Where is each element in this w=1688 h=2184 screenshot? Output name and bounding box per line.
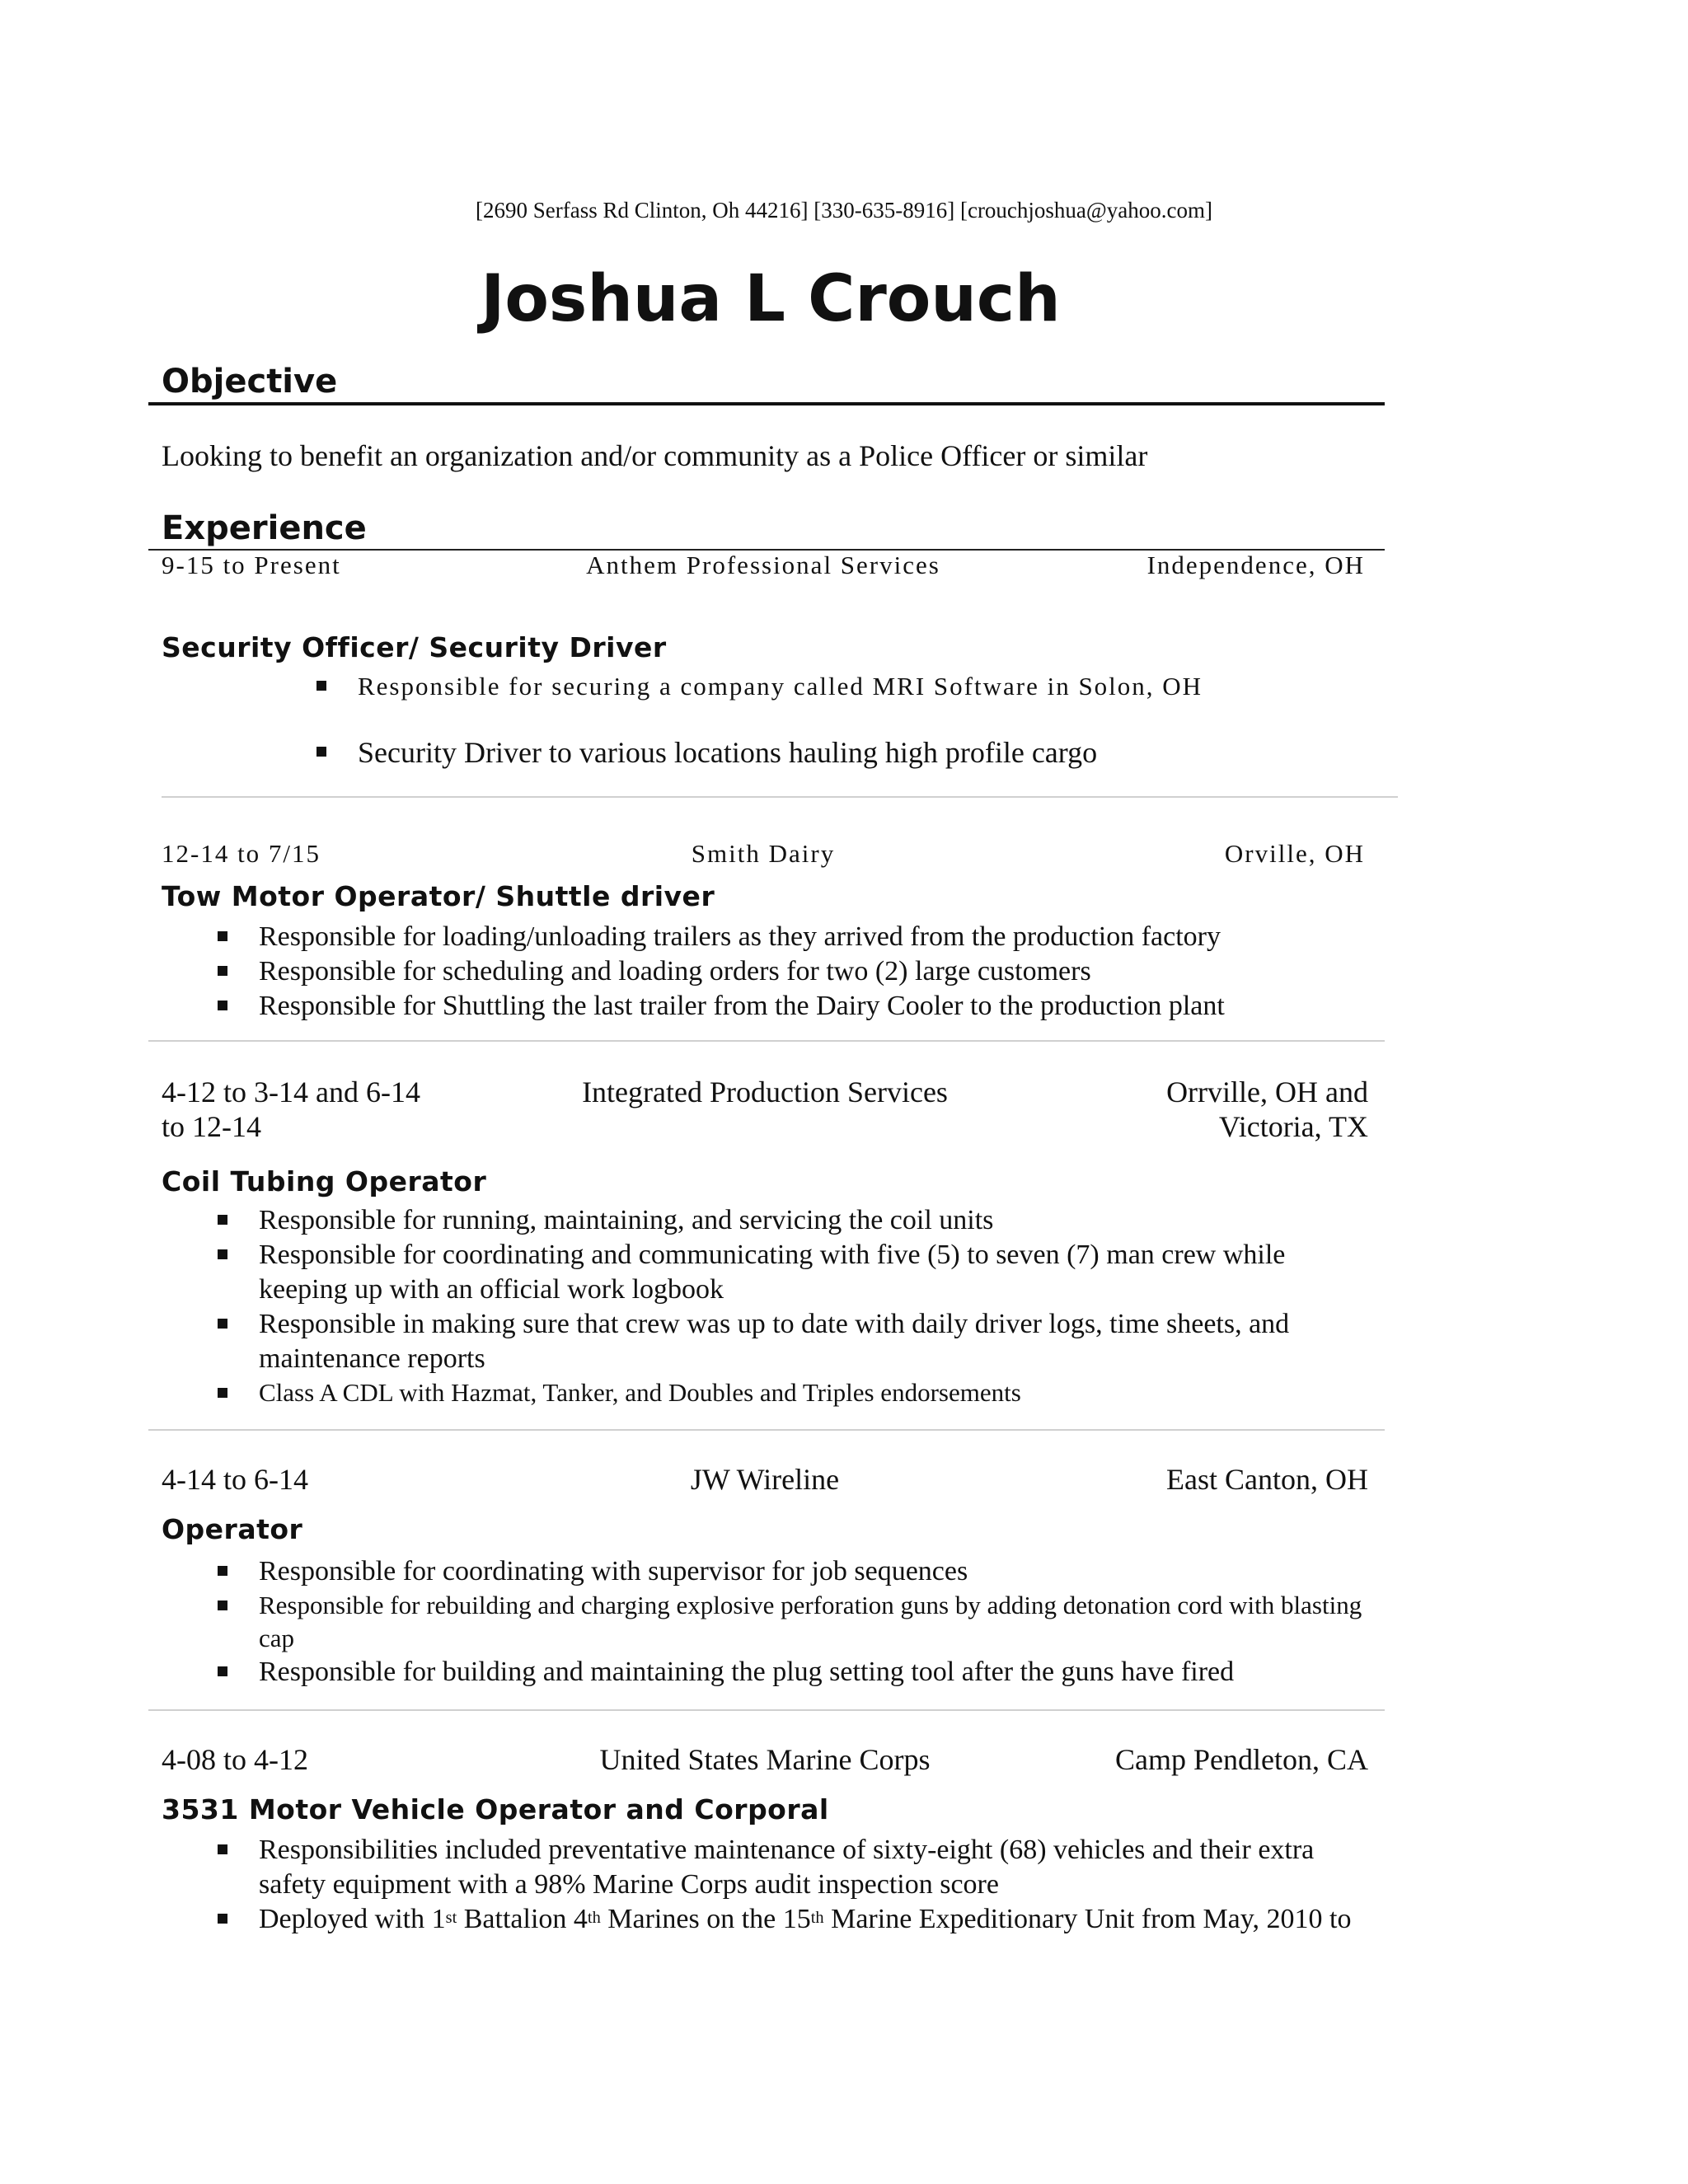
list-item: Responsible for building and maintaining the plug setting tool after the guns have fired xyxy=(213,1655,1383,1690)
job-header-integrated xyxy=(162,1075,1368,1144)
job-header-smith-dairy xyxy=(162,839,1368,869)
job-company: United States Marine Corps xyxy=(599,1743,931,1776)
list-item: Responsible for rebuilding and charging explosive perforation guns by adding detonation cord with blasting cap xyxy=(213,1589,1383,1655)
list-item: Responsible for Shuttling the last trailer from the Dairy Cooler to the production plant xyxy=(213,989,1400,1024)
job-bullets xyxy=(312,735,1383,770)
job-location: Independence, OH xyxy=(1146,551,1365,579)
experience-heading: Experience xyxy=(162,509,367,547)
job-bullets xyxy=(312,669,1383,704)
list-item: Class A CDL with Hazmat, Tanker, and Doubles and Triples endorsements xyxy=(213,1376,1367,1409)
job-dates: 4-14 to 6-14 xyxy=(162,1463,308,1496)
job-dates: 12-14 to 7/15 xyxy=(162,839,321,868)
job-title: Operator xyxy=(162,1513,303,1545)
job-company: Integrated Production Services xyxy=(582,1076,948,1108)
job-divider xyxy=(162,796,1398,798)
applicant-name: Joshua L Crouch xyxy=(481,262,1061,336)
job-bullets xyxy=(213,920,1400,1024)
contact-line: [2690 Serfass Rd Clinton, Oh 44216] [330-635-8916] [crouchjoshua@yahoo.com] xyxy=(476,198,1212,223)
job-location: Orville, OH xyxy=(1224,839,1365,868)
job-title: Tow Motor Operator/ Shuttle driver xyxy=(162,880,715,912)
list-item: Responsible for coordinating and communicating with five (5) to seven (7) man crew while keeping up with an official work logbook xyxy=(213,1238,1367,1307)
job-location: Camp Pendleton, CA xyxy=(1115,1743,1368,1776)
job-divider xyxy=(148,1040,1385,1042)
job-company: Smith Dairy xyxy=(691,839,836,868)
job-dates: 4-08 to 4-12 xyxy=(162,1743,308,1776)
list-item: Responsible for loading/unloading trailers as they arrived from the production factory xyxy=(213,920,1400,954)
list-item: Security Driver to various locations hauling high profile cargo xyxy=(312,735,1383,770)
job-header-usmc xyxy=(162,1742,1368,1777)
job-company: JW Wireline xyxy=(690,1463,840,1496)
job-dates: 4-12 to 3-14 and 6-14 to 12-14 xyxy=(162,1076,420,1143)
job-company: Anthem Professional Services xyxy=(586,551,940,579)
job-divider xyxy=(148,1709,1385,1711)
job-divider xyxy=(148,1429,1385,1431)
job-location: Orrville, OH and Victoria, TX xyxy=(1166,1076,1368,1143)
list-item: Responsible in making sure that crew was up to date with daily driver logs, time sheets, and maintenance reports xyxy=(213,1307,1367,1376)
job-title: 3531 Motor Vehicle Operator and Corporal xyxy=(162,1793,829,1825)
list-item: Responsible for securing a company called MRI Software in Solon, OH xyxy=(312,669,1383,704)
objective-heading: Objective xyxy=(162,363,338,401)
list-item: Responsible for scheduling and loading orders for two (2) large customers xyxy=(213,954,1400,989)
job-title: Coil Tubing Operator xyxy=(162,1165,487,1197)
job-header-anthem xyxy=(162,551,1368,580)
job-title: Security Officer/ Security Driver xyxy=(162,631,667,663)
job-bullets xyxy=(213,1833,1383,1937)
list-item: Responsible for coordinating with supervisor for job sequences xyxy=(213,1554,1383,1589)
objective-rule xyxy=(148,402,1385,405)
job-bullets xyxy=(213,1554,1383,1690)
objective-text: Looking to benefit an organization and/or community as a Police Officer or similar xyxy=(162,439,1148,472)
job-location: East Canton, OH xyxy=(1166,1463,1368,1496)
list-item: Responsibilities included preventative maintenance of sixty-eight (68) vehicles and their extra safety equipment with a 98% Marine Corps audit inspection score xyxy=(213,1833,1383,1902)
list-item: Deployed with 1st Battalion 4th Marines on the 15th Marine Expeditionary Unit from May, 2010 to xyxy=(213,1902,1383,1937)
list-item: Responsible for running, maintaining, and servicing the coil units xyxy=(213,1203,1367,1238)
job-bullets xyxy=(213,1203,1367,1409)
job-dates: 9-15 to Present xyxy=(162,551,341,579)
job-header-jw-wireline xyxy=(162,1462,1368,1497)
